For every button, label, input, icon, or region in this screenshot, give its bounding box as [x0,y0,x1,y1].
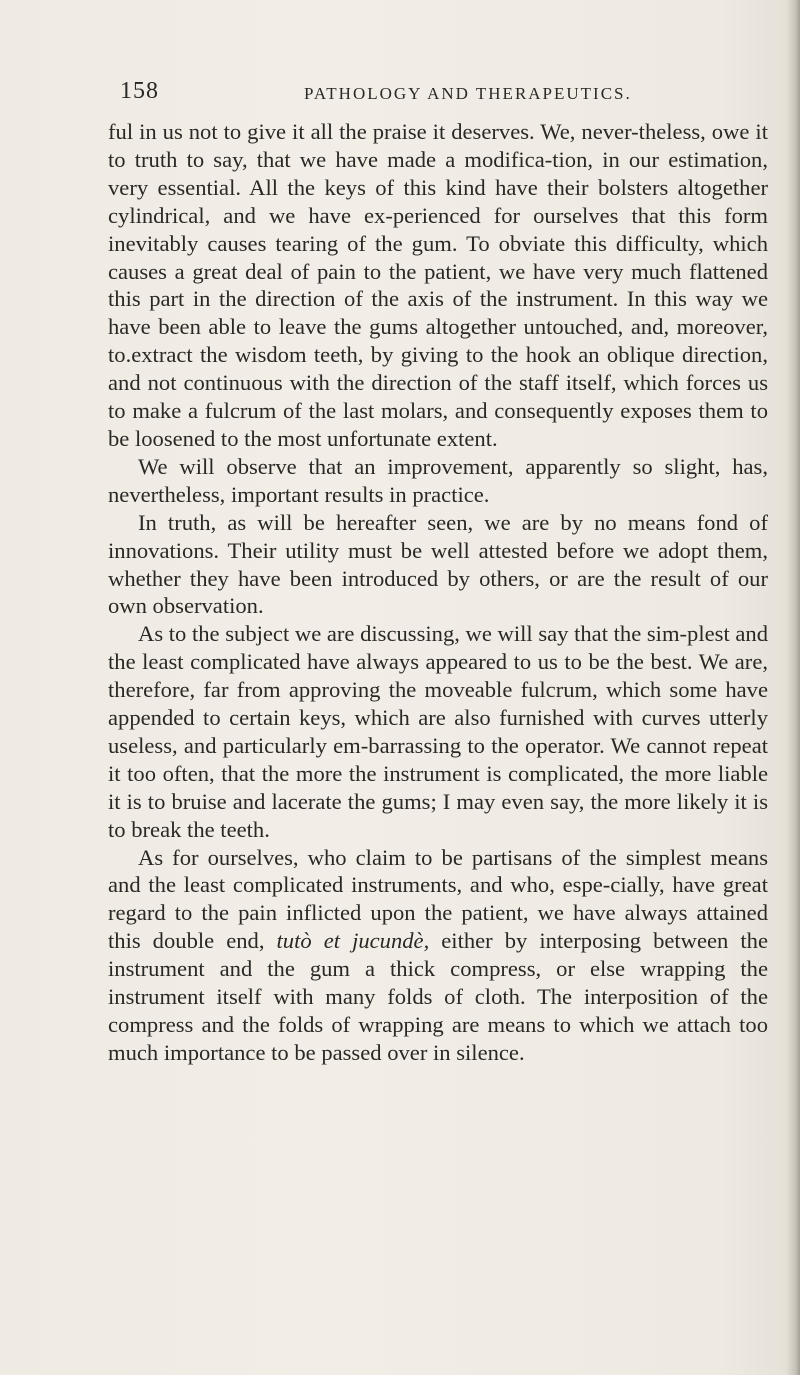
page-header [108,78,758,110]
paragraph-5-start: As for ourselves, who claim to be partisans of the simplest means and the least complicated instruments, and who, espe-cially, have great regard to the pain inflicted upon the patient, we have always attained this double end, [108,844,768,954]
paragraph-1: ful in us not to give it all the praise it deserves. We, never-theless, owe it to truth to say, that we have made a modifica-tion, in our estimation, very essential. All the keys of this kind have their bolsters altogether cylindrical, and we have ex-perienced for ourselves that this form inevitably causes tearing of the gum. To obviate this difficulty, which causes a great deal of pain to the patient, we have very much flattened this part in the direction of the axis of the instrument. In this way we have been able to leave the gums altogether untouched, and, moreover, to.extract the wisdom teeth, by giving to the hook an oblique direction, and not continuous with the direction of the staff itself, which forces us to make a fulcrum of the last molars, and consequently exposes them to be loosened to the most unfortunate extent. [108,119,768,451]
paragraph-3: In truth, as will be hereafter seen, we are by no means fond of innovations. Their utility must be well attested before we adopt them, whether they have been introduced by others, or are the result of our own observation. [108,509,768,619]
page-edge-shadow [786,0,800,1375]
body-text [108,118,768,1067]
paragraph-5 [108,844,768,1067]
running-title: PATHOLOGY AND THERAPEUTICS. [304,84,632,103]
paragraph-4: As to the subject we are discussing, we will say that the sim-plest and the least complicated have always appeared to us to be the best. We are, therefore, far from approving the moveable fulcrum, which some have appended to certain keys, which are also furnished with curves utterly useless, and particularly em-barrassing to the operator. We cannot repeat it too often, that the more the instrument is complicated, the more liable it is to bruise and lacerate the gums; I may even say, the more likely it is to break the teeth. [108,621,768,842]
page-number: 158 [120,78,159,104]
latin-phrase: tutò et jucundè, [276,928,430,954]
paragraph-5-end: either by interposing between the instrument and the gum a thick compress, or else wrapping the instrument itself with many folds of cloth. The interposition of the compress and the folds of wrapping are means to which we attach too much importance to be passed over in silence. [108,928,768,1065]
paragraph-2: We will observe that an improvement, apparently so slight, has, nevertheless, important results in practice. [108,453,768,507]
